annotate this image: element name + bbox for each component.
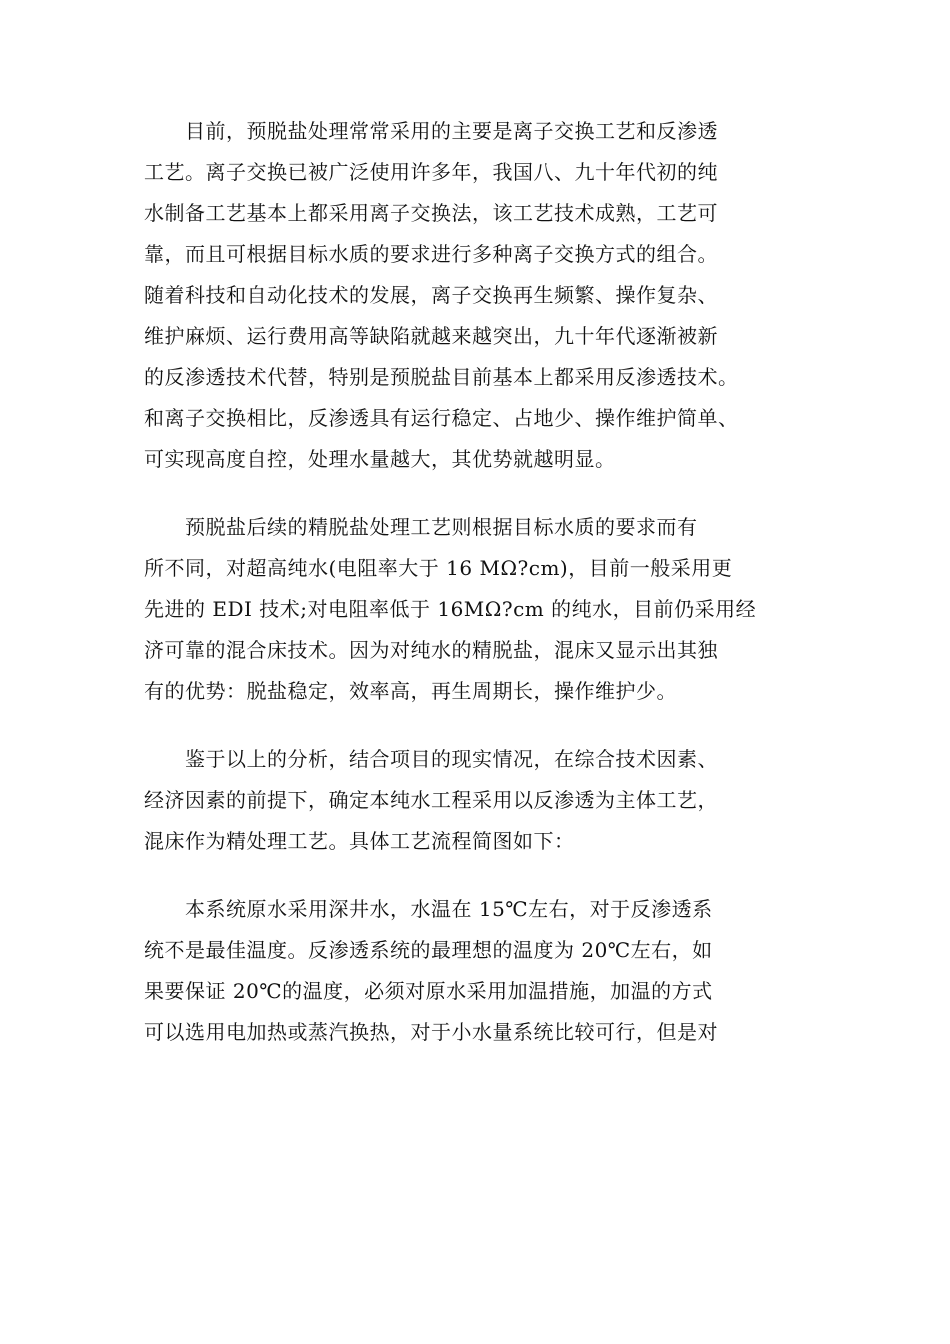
paragraph-3 bbox=[144, 739, 824, 862]
text-line: 统不是最佳温度。反渗透系统的最理想的温度为 20℃左右，如 bbox=[144, 938, 713, 962]
text-line: 工艺。离子交换已被广泛使用许多年，我国八、九十年代初的纯 bbox=[144, 160, 718, 184]
text-line: 鉴于以上的分析，结合项目的现实情况，在综合技术因素、 bbox=[144, 747, 718, 771]
document-body bbox=[144, 111, 824, 1080]
text-line: 所不同，对超高纯水(电阻率大于 16 MΩ?cm)，目前一般采用更 bbox=[144, 556, 733, 580]
text-line: 有的优势：脱盐稳定，效率高，再生周期长，操作维护少。 bbox=[144, 679, 677, 703]
text-line: 经济因素的前提下，确定本纯水工程采用以反渗透为主体工艺， bbox=[144, 788, 718, 812]
text-line: 济可靠的混合床技术。因为对纯水的精脱盐，混床又显示出其独 bbox=[144, 638, 718, 662]
text-line: 先进的 EDI 技术;对电阻率低于 16MΩ?cm 的纯水，目前仍采用经 bbox=[144, 597, 757, 621]
text-line: 和离子交换相比，反渗透具有运行稳定、占地少、操作维护简单、 bbox=[144, 406, 739, 430]
text-line: 本系统原水采用深井水，水温在 15℃左右，对于反渗透系 bbox=[144, 897, 713, 921]
paragraph-4 bbox=[144, 889, 824, 1053]
paragraph-2 bbox=[144, 507, 824, 712]
text-line: 预脱盐后续的精脱盐处理工艺则根据目标水质的要求而有 bbox=[144, 515, 698, 539]
text-line: 混床作为精处理工艺。具体工艺流程简图如下： bbox=[144, 829, 575, 853]
text-line: 维护麻烦、运行费用高等缺陷就越来越突出，九十年代逐渐被新 bbox=[144, 324, 718, 348]
paragraph-1 bbox=[144, 111, 824, 480]
text-line: 可以选用电加热或蒸汽换热，对于小水量系统比较可行，但是对 bbox=[144, 1020, 718, 1044]
text-line: 果要保证 20℃的温度，必须对原水采用加温措施，加温的方式 bbox=[144, 979, 713, 1003]
text-line: 可实现高度自控，处理水量越大，其优势就越明显。 bbox=[144, 447, 616, 471]
text-line: 靠，而且可根据目标水质的要求进行多种离子交换方式的组合。 bbox=[144, 242, 718, 266]
text-line: 随着科技和自动化技术的发展，离子交换再生频繁、操作复杂、 bbox=[144, 283, 718, 307]
text-line: 水制备工艺基本上都采用离子交换法，该工艺技术成熟，工艺可 bbox=[144, 201, 718, 225]
text-line: 的反渗透技术代替，特别是预脱盐目前基本上都采用反渗透技术。 bbox=[144, 365, 739, 389]
text-line: 目前，预脱盐处理常常采用的主要是离子交换工艺和反渗透 bbox=[144, 119, 718, 143]
